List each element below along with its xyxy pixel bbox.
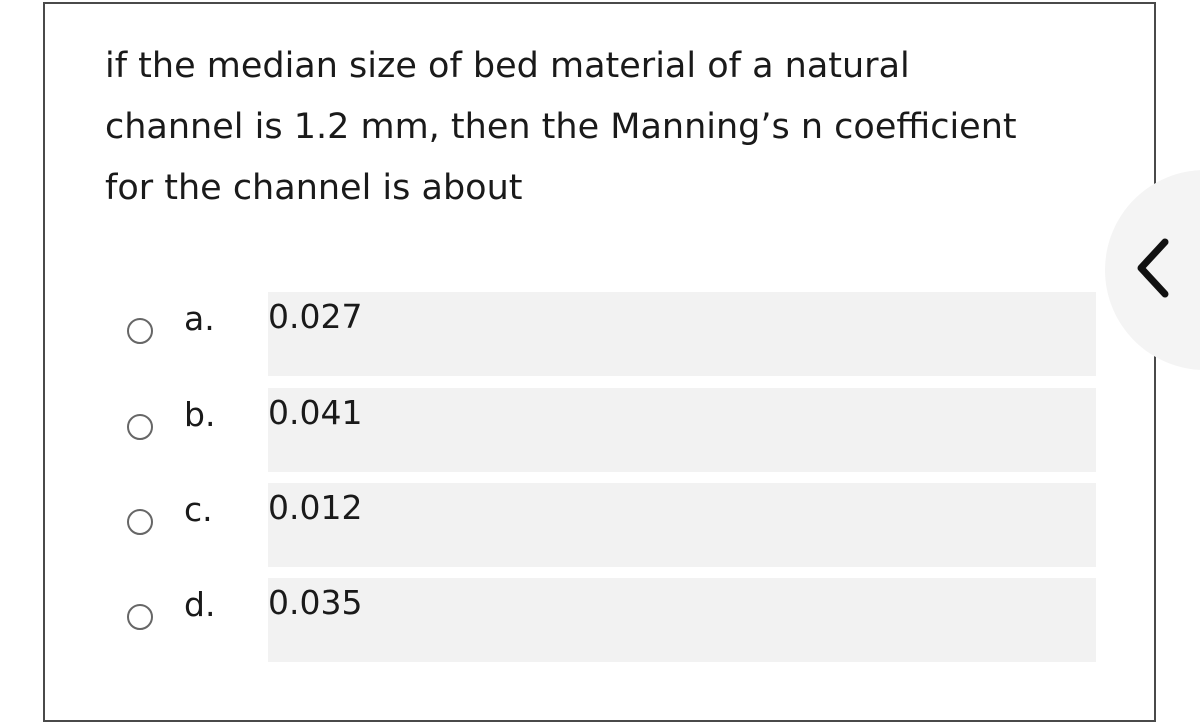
radio-option-b[interactable]: [127, 414, 153, 440]
option-a-value: 0.027: [268, 297, 363, 336]
question-text: if the median size of bed material of a natural channel is 1.2 mm, then the Manning’s n coefficient for the channel is about: [105, 46, 1017, 208]
option-d-letter: d.: [184, 585, 216, 624]
option-c-value: 0.012: [268, 488, 363, 527]
radio-option-d[interactable]: [127, 604, 153, 630]
option-d[interactable]: [0, 578, 1100, 662]
option-c[interactable]: [0, 483, 1100, 567]
radio-option-a[interactable]: [127, 318, 153, 344]
option-a-highlight[interactable]: [268, 292, 1096, 376]
option-b-highlight[interactable]: [268, 388, 1096, 472]
radio-option-c[interactable]: [127, 509, 153, 535]
chevron-left-icon: [1133, 236, 1173, 300]
option-b-letter: b.: [184, 395, 216, 434]
option-b-value: 0.041: [268, 393, 363, 432]
option-a[interactable]: [0, 292, 1100, 376]
option-d-highlight[interactable]: [268, 578, 1096, 662]
option-c-letter: c.: [184, 490, 213, 529]
option-d-value: 0.035: [268, 583, 363, 622]
option-c-highlight[interactable]: [268, 483, 1096, 567]
option-b[interactable]: [0, 388, 1100, 472]
option-a-letter: a.: [184, 299, 215, 338]
